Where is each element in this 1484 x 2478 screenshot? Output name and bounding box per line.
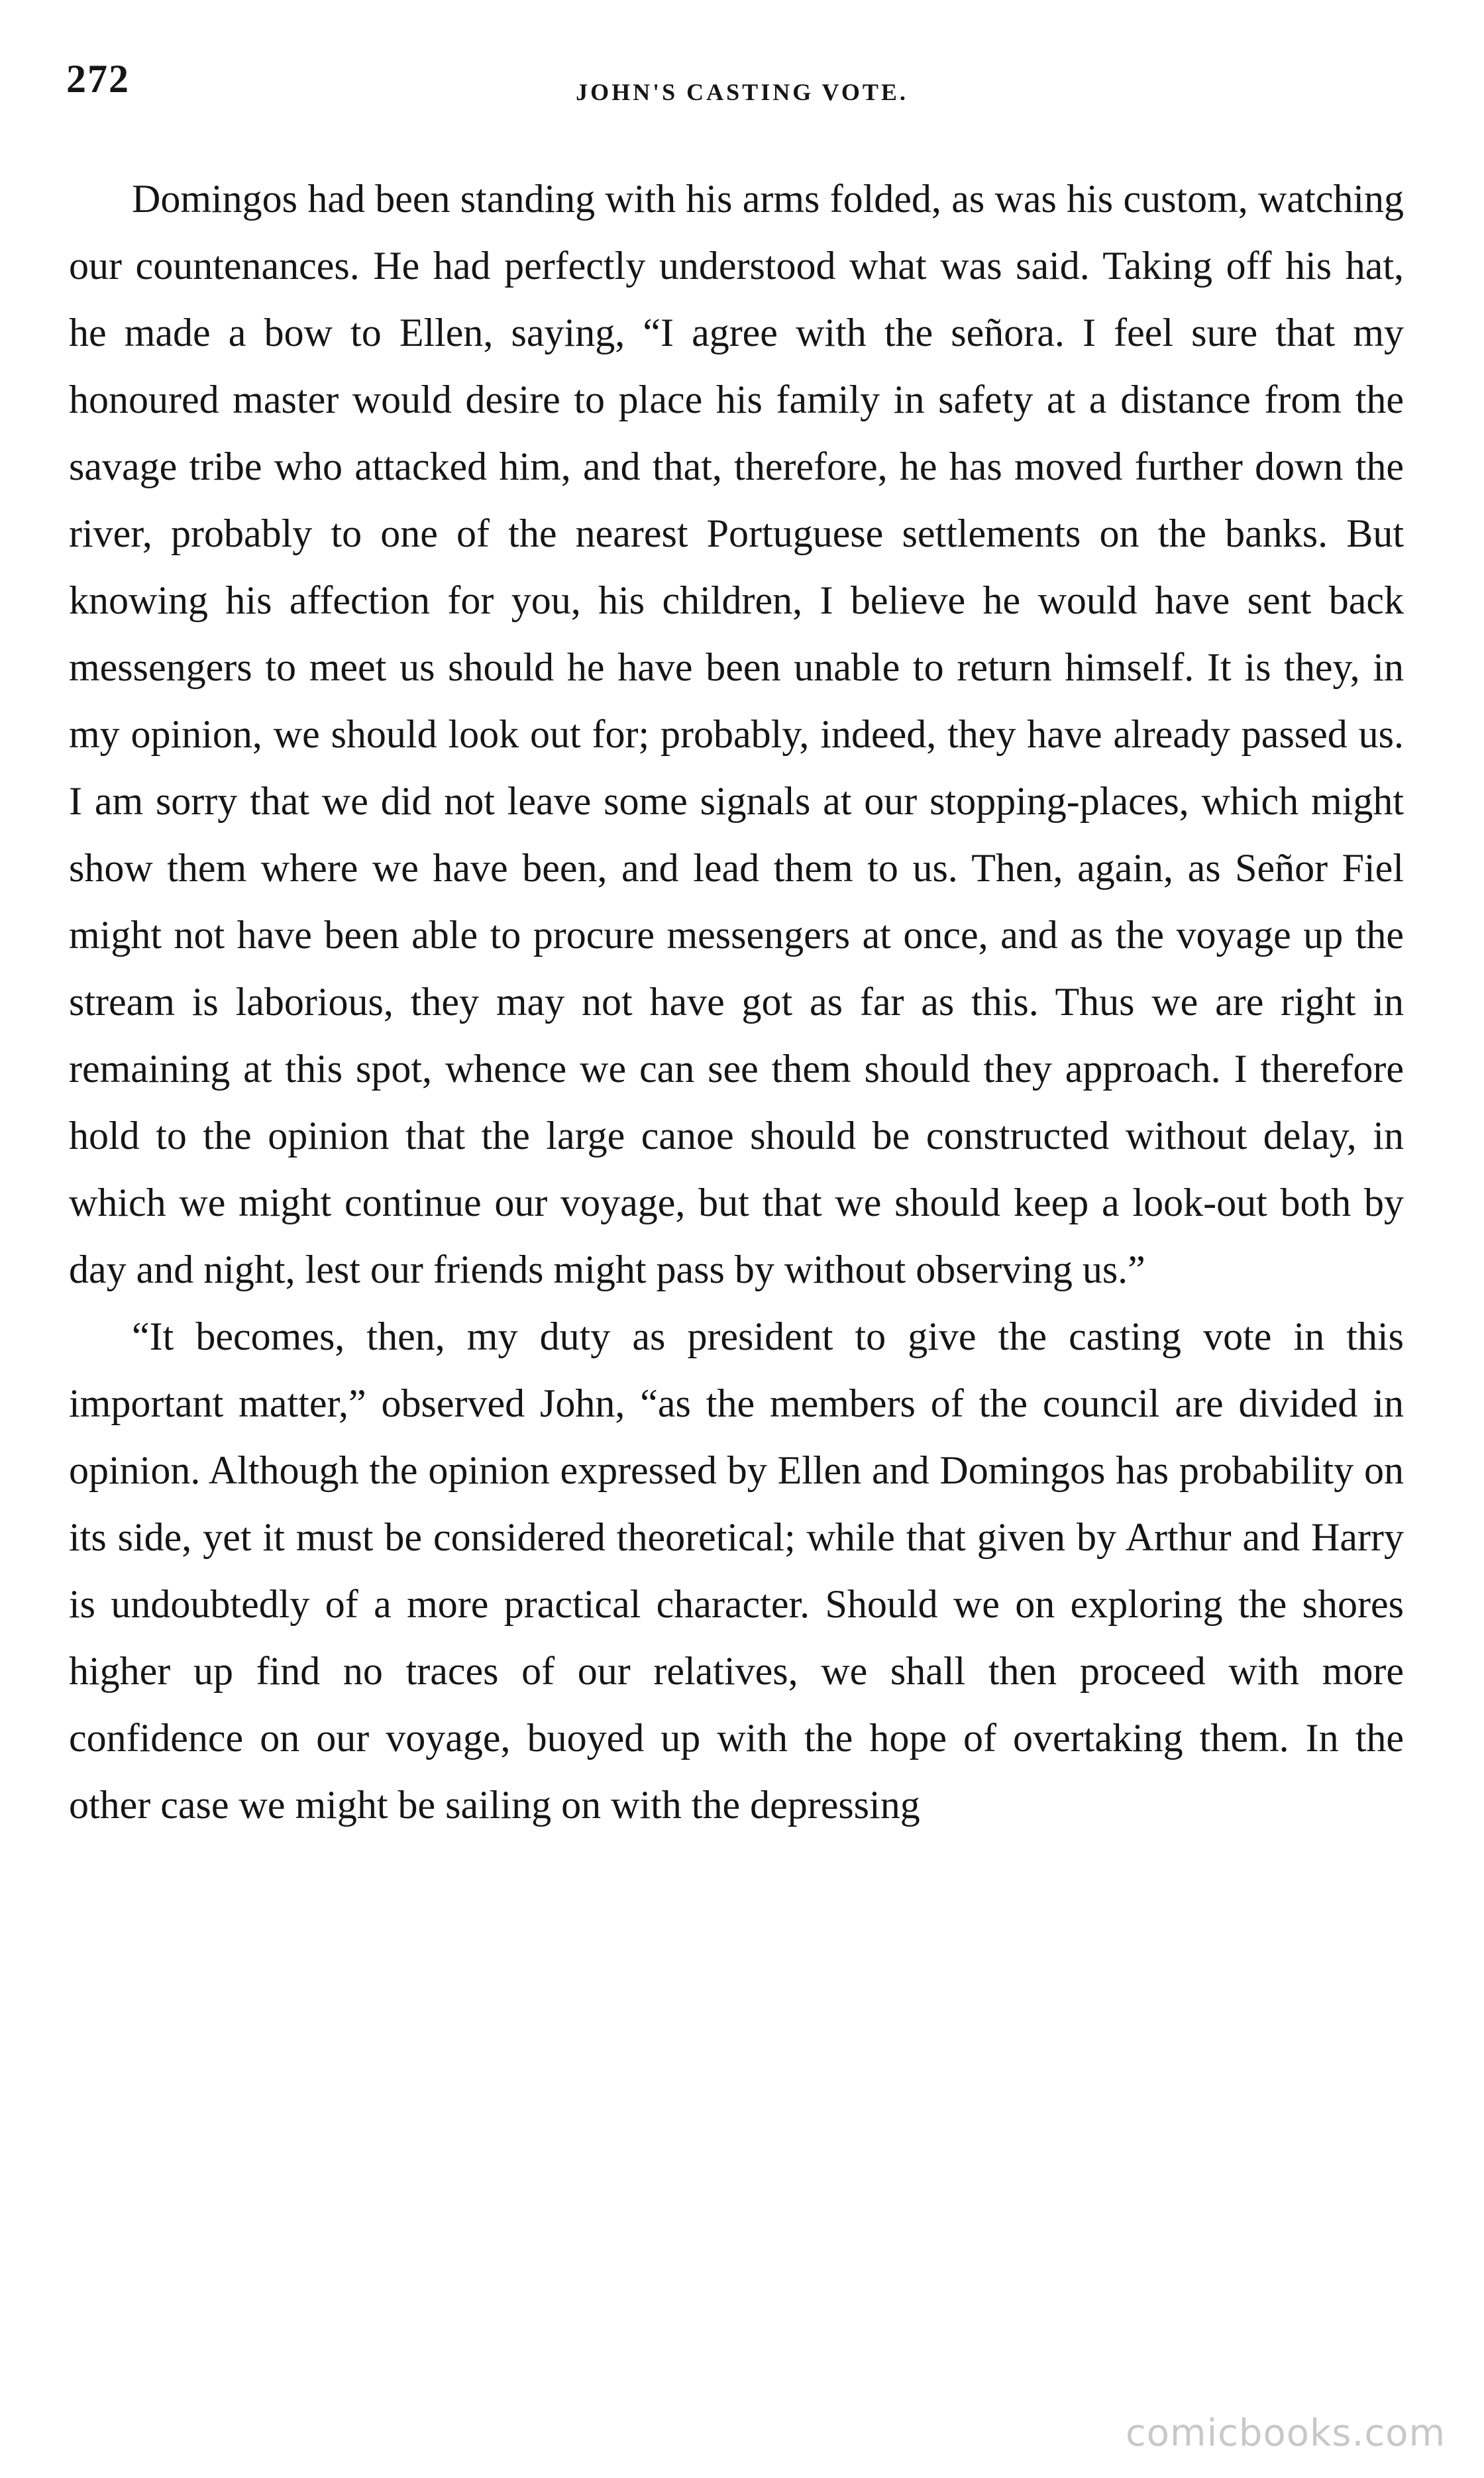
paragraph-john: “It becomes, then, my duty as president to give the casting vote in this important matter,” observed John, “as the members of the council are divided in opinion. Although the opinion expressed by Ellen and Domingos has probability on its side, yet it must be considered theoretical; while that given by Arthur and Harry is undoubtedly of a more practical character. Should we on exploring the shores higher up find no traces of our relatives, we shall then proceed with more confidence on our voyage, buoyed up with the hope of overtaking them. In the other case we might be sailing on with the depressing: [69, 1315, 1404, 1827]
page-header: [0, 0, 1484, 133]
text-body: [69, 166, 1404, 1839]
running-head: JOHN'S CASTING VOTE.: [576, 79, 908, 105]
watermark: comicbooks.com: [1125, 2412, 1446, 2455]
page-number: 272: [66, 57, 130, 101]
paragraph-domingos: Domingos had been standing with his arms folded, as was his custom, watching our countenances. He had perfectly understood what was said. Taking off his hat, he made a bow to Ellen, saying, “I agree with the señora. I feel sure that my honoured master would desire to place his family in safety at a distance from the savage tribe who attacked him, and that, therefore, he has moved further down the river, probably to one of the nearest Portuguese settlements on the banks. But knowing his affection for you, his children, I believe he would have sent back messengers to meet us should he have been unable to return himself. It is they, in my opinion, we should look out for; probably, indeed, they have already passed us. I am sorry that we did not leave some signals at our stopping-places, which might show them where we have been, and lead them to us. Then, again, as Señor Fiel might not have been able to procure messengers at once, and as the voyage up the stream is laborious, they may not have got as far as this. Thus we are right in remaining at this spot, whence we can see them should they approach. I therefore hold to the opinion that the large canoe should be constructed without delay, in which we might continue our voyage, but that we should keep a look-out both by day and night, lest our friends might pass by without observing us.”: [69, 177, 1404, 1291]
